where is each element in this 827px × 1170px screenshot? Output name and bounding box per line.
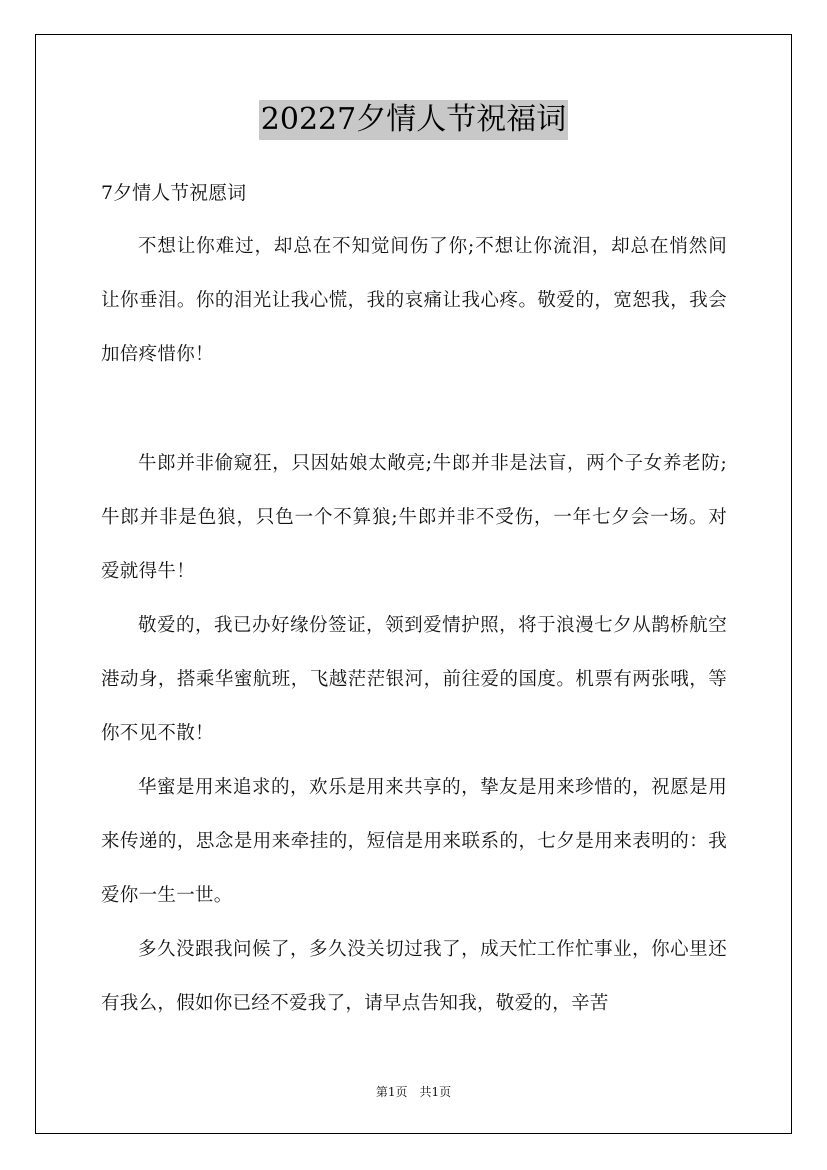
paragraph-3: 敬爱的，我已办好缘份签证，领到爱情护照，将于浪漫七夕从鹊桥航空港动身，搭乘华蜜航班，飞越茫茫银河，前往爱的国度。机票有两张哦，等你不见不散！ bbox=[101, 615, 727, 744]
document-subtitle: 7夕情人节祝愿词 bbox=[101, 182, 247, 204]
paragraph-4: 华蜜是用来追求的，欢乐是用来共享的，挚友是用来珍惜的，祝愿是用来传递的，思念是用来牵挂的，短信是用来联系的，七夕是用来表明的：我爱你一生一世。 bbox=[101, 777, 727, 906]
paragraph-5: 多久没跟我问候了，多久没关切过我了，成天忙工作忙事业，你心里还有我么，假如你已经不爱我了，请早点告知我，敬爱的，辛苦 bbox=[101, 939, 727, 1014]
document-title: 20227夕情人节祝福词 bbox=[259, 100, 568, 140]
paragraph-2: 牛郎并非偷窥狂，只因姑娘太敞亮;牛郎并非是法盲，两个子女养老防;牛郎并非是色狼，只色一个不算狼;牛郎并非不受伤，一年七夕会一场。对爱就得牛！ bbox=[101, 453, 727, 582]
body-block-1 bbox=[101, 220, 727, 382]
paragraph-1: 不想让你难过，却总在不知觉间伤了你;不想让你流泪，却总在悄然间让你垂泪。你的泪光让我心慌，我的哀痛让我心疼。敬爱的，宽恕我，我会加倍疼惜你！ bbox=[101, 236, 727, 365]
page-footer: 第1页 共1页 bbox=[375, 1085, 452, 1099]
title-container bbox=[0, 100, 827, 140]
body-block-2 bbox=[101, 437, 727, 1031]
